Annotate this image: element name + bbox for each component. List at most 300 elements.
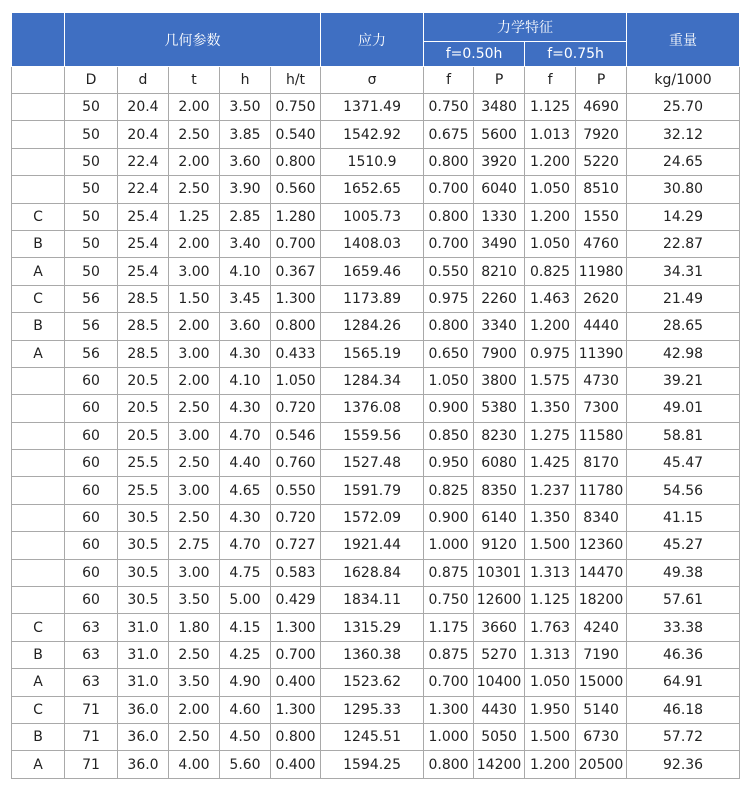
type-cell [12,587,65,614]
table-cell: 7920 [576,121,627,148]
table-cell: 1591.79 [321,477,424,504]
table-cell: 1.300 [271,696,321,723]
table-cell: 54.56 [627,477,740,504]
table-cell: 4760 [576,230,627,257]
type-cell: A [12,258,65,285]
table-cell: 45.47 [627,450,740,477]
table-row [12,94,740,121]
table-row [12,723,740,750]
table-cell: 30.5 [118,587,169,614]
table-cell: 1284.26 [321,313,424,340]
table-cell: 5.60 [220,751,271,778]
table-cell: 0.560 [271,176,321,203]
table-cell: 0.800 [271,148,321,175]
header-f050: f=0.50h [424,42,525,67]
table-cell: 0.550 [271,477,321,504]
table-row [12,395,740,422]
table-row [12,614,740,641]
table-row [12,422,740,449]
table-cell: 50 [65,258,118,285]
table-cell: 20.4 [118,94,169,121]
table-cell: 33.38 [627,614,740,641]
table-cell: 1594.25 [321,751,424,778]
table-cell: 50 [65,176,118,203]
column-label: h [220,67,271,94]
type-cell [12,477,65,504]
table-cell: 2.50 [169,723,220,750]
table-cell: 22.4 [118,148,169,175]
table-cell: 41.15 [627,504,740,531]
table-cell: 1376.08 [321,395,424,422]
table-cell: 3.85 [220,121,271,148]
type-cell: B [12,230,65,257]
type-cell [12,94,65,121]
table-cell: 4.30 [220,395,271,422]
table-cell: 2.00 [169,94,220,121]
table-cell: 1527.48 [321,450,424,477]
table-row [12,148,740,175]
table-cell: 0.950 [424,450,474,477]
table-cell: 7900 [474,340,525,367]
type-cell: C [12,696,65,723]
table-cell: 0.850 [424,422,474,449]
column-label: P [474,67,525,94]
table-cell: 4.40 [220,450,271,477]
table-cell: 0.900 [424,395,474,422]
table-cell: 3480 [474,94,525,121]
table-cell: 0.875 [424,559,474,586]
table-cell: 8350 [474,477,525,504]
table-cell: 1.200 [525,751,576,778]
header-geometry: 几何参数 [65,13,321,67]
table-cell: 10400 [474,669,525,696]
table-cell: 1510.9 [321,148,424,175]
table-cell: 25.5 [118,477,169,504]
table-cell: 3.60 [220,148,271,175]
table-cell: 60 [65,532,118,559]
table-cell: 2.50 [169,176,220,203]
table-cell: 1.350 [525,504,576,531]
table-cell: 0.800 [271,313,321,340]
table-cell: 4690 [576,94,627,121]
table-cell: 1.300 [271,285,321,312]
table-cell: 6080 [474,450,525,477]
header-blank-cell [12,13,65,67]
table-cell: 0.700 [424,230,474,257]
table-cell: 1.425 [525,450,576,477]
table-cell: 30.5 [118,504,169,531]
table-cell: 5220 [576,148,627,175]
type-cell: C [12,285,65,312]
table-cell: 5140 [576,696,627,723]
table-header [12,13,740,94]
table-cell: 1659.46 [321,258,424,285]
table-cell: 2.50 [169,450,220,477]
table-cell: 2620 [576,285,627,312]
table-cell: 21.49 [627,285,740,312]
table-cell: 8230 [474,422,525,449]
table-cell: 2.75 [169,532,220,559]
table-cell: 1.313 [525,559,576,586]
table-cell: 6040 [474,176,525,203]
table-cell: 63 [65,641,118,668]
table-cell: 14200 [474,751,525,778]
table-cell: 28.65 [627,313,740,340]
table-cell: 4440 [576,313,627,340]
table-cell: 36.0 [118,696,169,723]
table-cell: 2.50 [169,395,220,422]
table-cell: 4.30 [220,340,271,367]
table-cell: 71 [65,723,118,750]
table-cell: 0.650 [424,340,474,367]
table-cell: 1.500 [525,532,576,559]
column-label: t [169,67,220,94]
table-cell: 3.40 [220,230,271,257]
table-cell: 1.500 [525,723,576,750]
table-cell: 7190 [576,641,627,668]
table-cell: 0.546 [271,422,321,449]
table-cell: 2.50 [169,641,220,668]
table-cell: 12600 [474,587,525,614]
table-cell: 0.540 [271,121,321,148]
table-cell: 57.61 [627,587,740,614]
table-cell: 1.300 [271,614,321,641]
table-cell: 3.90 [220,176,271,203]
table-cell: 3800 [474,367,525,394]
table-cell: 28.5 [118,340,169,367]
table-cell: 1173.89 [321,285,424,312]
table-cell: 45.27 [627,532,740,559]
table-cell: 6730 [576,723,627,750]
table-cell: 0.400 [271,669,321,696]
table-cell: 3.45 [220,285,271,312]
table-cell: 71 [65,751,118,778]
table-row [12,258,740,285]
table-cell: 0.975 [525,340,576,367]
table-cell: 28.5 [118,313,169,340]
type-cell: C [12,203,65,230]
table-cell: 0.700 [271,230,321,257]
table-cell: 3.50 [169,587,220,614]
column-label: D [65,67,118,94]
table-cell: 36.0 [118,723,169,750]
type-cell: B [12,641,65,668]
table-cell: 4240 [576,614,627,641]
table-cell: 3.00 [169,422,220,449]
table-cell: 0.727 [271,532,321,559]
table-cell: 60 [65,395,118,422]
table-cell: 20500 [576,751,627,778]
table-cell: 3.50 [169,669,220,696]
table-cell: 1523.62 [321,669,424,696]
table-cell: 0.825 [424,477,474,504]
table-cell: 20.5 [118,395,169,422]
table-row [12,477,740,504]
type-cell [12,559,65,586]
header-weight: 重量 [627,13,740,67]
table-cell: 4.00 [169,751,220,778]
table-row [12,176,740,203]
table-cell: 0.750 [424,94,474,121]
table-cell: 0.825 [525,258,576,285]
table-cell: 4.70 [220,422,271,449]
table-cell: 34.31 [627,258,740,285]
table-cell: 22.87 [627,230,740,257]
table-cell: 1.200 [525,203,576,230]
table-cell: 12360 [576,532,627,559]
table-cell: 0.550 [424,258,474,285]
type-cell: A [12,340,65,367]
table-cell: 60 [65,367,118,394]
table-cell: 0.433 [271,340,321,367]
table-cell: 4.15 [220,614,271,641]
table-row [12,285,740,312]
table-cell: 1.313 [525,641,576,668]
table-row [12,504,740,531]
table-cell: 0.720 [271,395,321,422]
table-cell: 42.98 [627,340,740,367]
table-cell: 36.0 [118,751,169,778]
table-cell: 1572.09 [321,504,424,531]
table-cell: 18200 [576,587,627,614]
table-cell: 24.65 [627,148,740,175]
table-cell: 0.367 [271,258,321,285]
table-row [12,313,740,340]
table-cell: 2.00 [169,148,220,175]
table-cell: 1921.44 [321,532,424,559]
table-cell: 0.700 [424,176,474,203]
table-cell: 1.763 [525,614,576,641]
table-cell: 1.280 [271,203,321,230]
table-cell: 1.175 [424,614,474,641]
table-cell: 5380 [474,395,525,422]
table-cell: 14.29 [627,203,740,230]
table-cell: 60 [65,422,118,449]
type-cell [12,176,65,203]
table-cell: 8340 [576,504,627,531]
table-cell: 49.01 [627,395,740,422]
type-cell: A [12,751,65,778]
table-cell: 28.5 [118,285,169,312]
table-cell: 1408.03 [321,230,424,257]
table-cell: 1005.73 [321,203,424,230]
table-cell: 3490 [474,230,525,257]
table-cell: 5270 [474,641,525,668]
table-cell: 1.200 [525,148,576,175]
table-cell: 8170 [576,450,627,477]
table-cell: 0.800 [424,203,474,230]
table-cell: 15000 [576,669,627,696]
table-cell: 3920 [474,148,525,175]
table-cell: 0.750 [271,94,321,121]
table-cell: 14470 [576,559,627,586]
table-cell: 11580 [576,422,627,449]
table-cell: 1.80 [169,614,220,641]
table-cell: 7300 [576,395,627,422]
table-cell: 4430 [474,696,525,723]
table-cell: 31.0 [118,641,169,668]
type-cell [12,532,65,559]
table-cell: 1.000 [424,723,474,750]
table-cell: 0.760 [271,450,321,477]
table-cell: 1.050 [424,367,474,394]
table-cell: 1295.33 [321,696,424,723]
type-cell [12,422,65,449]
table-cell: 50 [65,121,118,148]
header-stress: 应力 [321,13,424,67]
table-cell: 60 [65,477,118,504]
table-cell: 46.18 [627,696,740,723]
column-label: σ [321,67,424,94]
table-row [12,751,740,778]
table-cell: 1.275 [525,422,576,449]
table-cell: 1284.34 [321,367,424,394]
table-cell: 1245.51 [321,723,424,750]
table-cell: 10301 [474,559,525,586]
table-cell: 1.350 [525,395,576,422]
table-cell: 8510 [576,176,627,203]
table-cell: 50 [65,148,118,175]
table-cell: 8210 [474,258,525,285]
table-cell: 60 [65,450,118,477]
column-label-type [12,67,65,94]
column-labels-row [12,67,740,94]
table-cell: 0.800 [424,751,474,778]
table-row [12,367,740,394]
table-cell: 1360.38 [321,641,424,668]
spring-spec-table [11,12,740,779]
table-row [12,450,740,477]
type-cell [12,367,65,394]
table-cell: 0.750 [424,587,474,614]
table-row [12,696,740,723]
type-cell [12,148,65,175]
table-row [12,230,740,257]
table-cell: 0.875 [424,641,474,668]
table-cell: 1550 [576,203,627,230]
table-cell: 5050 [474,723,525,750]
table-cell: 1565.19 [321,340,424,367]
table-cell: 25.4 [118,203,169,230]
table-cell: 3340 [474,313,525,340]
table-cell: 0.583 [271,559,321,586]
table-cell: 32.12 [627,121,740,148]
table-cell: 46.36 [627,641,740,668]
table-cell: 1.013 [525,121,576,148]
table-cell: 1.050 [525,669,576,696]
table-cell: 0.720 [271,504,321,531]
table-cell: 1542.92 [321,121,424,148]
table-cell: 25.5 [118,450,169,477]
table-cell: 22.4 [118,176,169,203]
column-label: f [424,67,474,94]
table-cell: 4.90 [220,669,271,696]
column-label: d [118,67,169,94]
table-cell: 11780 [576,477,627,504]
table-cell: 3.00 [169,477,220,504]
table-cell: 39.21 [627,367,740,394]
table-cell: 6140 [474,504,525,531]
table-row [12,532,740,559]
table-cell: 1.237 [525,477,576,504]
table-cell: 60 [65,587,118,614]
table-row [12,669,740,696]
table-cell: 1559.56 [321,422,424,449]
table-cell: 4.75 [220,559,271,586]
table-cell: 1.050 [271,367,321,394]
table-cell: 0.975 [424,285,474,312]
table-row [12,340,740,367]
column-label: kg/1000 [627,67,740,94]
table-cell: 56 [65,340,118,367]
type-cell: C [12,614,65,641]
table-cell: 1.050 [525,176,576,203]
table-cell: 64.91 [627,669,740,696]
column-label: f [525,67,576,94]
table-cell: 3660 [474,614,525,641]
table-cell: 20.4 [118,121,169,148]
table-cell: 57.72 [627,723,740,750]
table-cell: 2.85 [220,203,271,230]
table-cell: 50 [65,94,118,121]
table-cell: 4.65 [220,477,271,504]
table-cell: 1.25 [169,203,220,230]
table-cell: 63 [65,614,118,641]
table-cell: 3.00 [169,340,220,367]
table-row [12,559,740,586]
type-cell [12,121,65,148]
table-cell: 30.5 [118,532,169,559]
type-cell: A [12,669,65,696]
table-row [12,203,740,230]
table-cell: 1.575 [525,367,576,394]
table-cell: 56 [65,313,118,340]
table-cell: 1.300 [424,696,474,723]
table-cell: 20.5 [118,422,169,449]
table-cell: 1.200 [525,313,576,340]
table-row [12,641,740,668]
table-cell: 1628.84 [321,559,424,586]
table-cell: 30.80 [627,176,740,203]
table-cell: 4.25 [220,641,271,668]
table-cell: 2.00 [169,367,220,394]
table-cell: 1.50 [169,285,220,312]
table-cell: 4.10 [220,258,271,285]
table-cell: 1315.29 [321,614,424,641]
table-cell: 1330 [474,203,525,230]
table-cell: 2.00 [169,313,220,340]
table-cell: 25.4 [118,258,169,285]
table-cell: 25.4 [118,230,169,257]
table-cell: 3.00 [169,258,220,285]
table-cell: 0.700 [424,669,474,696]
type-cell [12,504,65,531]
table-cell: 58.81 [627,422,740,449]
table-cell: 30.5 [118,559,169,586]
table-cell: 20.5 [118,367,169,394]
type-cell [12,450,65,477]
table-cell: 1.463 [525,285,576,312]
table-cell: 1.125 [525,94,576,121]
table-cell: 2.00 [169,696,220,723]
table-body [12,94,740,779]
table-cell: 0.700 [271,641,321,668]
table-cell: 0.429 [271,587,321,614]
table-cell: 1.950 [525,696,576,723]
table-cell: 4.10 [220,367,271,394]
table-cell: 56 [65,285,118,312]
table-cell: 3.00 [169,559,220,586]
